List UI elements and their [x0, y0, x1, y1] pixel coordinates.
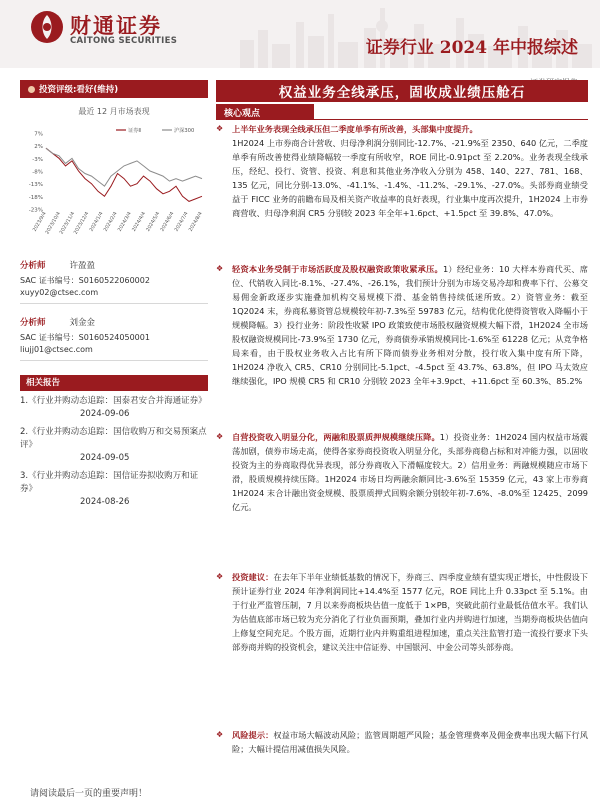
core-view-body: 权益市场大幅波动风险；监管周期超严风险；基金管理费率及佣金费率出现大幅下行风险；大幅计提信用减值损失风险。 [232, 730, 588, 754]
diamond-bullet-icon: ❖ [216, 572, 224, 581]
related-report-item[interactable] [20, 470, 208, 509]
section-divider [216, 119, 588, 120]
analyst-block-2 [20, 304, 208, 361]
y-tick-label: -13% [28, 182, 43, 189]
logo-english: CAITONG SECURITIES [70, 36, 178, 46]
related-report-title: 3.《行业并购动态追踪：国信证券拟收购万和证券》 [20, 471, 199, 494]
core-view-2 [232, 262, 588, 388]
y-tick-label: 2% [34, 144, 43, 151]
diamond-bullet-icon: ❖ [216, 730, 224, 739]
y-tick-label: -23% [28, 207, 43, 214]
analyst-name: 刘金金 [69, 318, 96, 328]
related-report-date: 2024-09-06 [80, 409, 130, 419]
core-view-lead: 投资建议： [232, 572, 274, 582]
report-type-title: 证券行业 2024 年中报综述 [365, 38, 578, 58]
x-tick-label: 2024/8/4 [188, 211, 204, 233]
x-tick-label: 2023/10/4 [45, 211, 62, 236]
series-line-securities [46, 148, 202, 201]
related-report-date: 2024-09-05 [80, 453, 130, 463]
related-reports-list [20, 391, 208, 509]
analyst-role: 分析师 [20, 261, 46, 271]
analyst-name: 许盈盈 [69, 261, 96, 271]
core-view-lead: 风险提示： [232, 730, 274, 740]
y-tick-label: 7% [34, 131, 43, 138]
section-label-core-views: 核心观点 [216, 104, 314, 120]
core-view-lead: 轻资本业务受制于市场活跃度及股权融资政策收紧承压。 [232, 264, 443, 274]
analyst-email[interactable]: liujj01@ctsec.com [20, 345, 93, 354]
rating-bar [20, 80, 208, 98]
core-view-1 [232, 122, 588, 220]
related-report-title: 1.《行业并购动态追踪：国泰君安合并海通证券》 [20, 396, 207, 406]
page-header [0, 0, 600, 68]
market-chart [20, 125, 208, 247]
core-view-lead: 上半年业务表现全线承压但二季度单季有所改善，头部集中度提升。 [232, 124, 478, 134]
related-report-title: 2.《行业并购动态追踪：国信收购万和交易预案点评》 [20, 427, 207, 450]
y-tick-label: -18% [28, 194, 43, 201]
rating-text: 投资评级:看好(维持) [39, 85, 119, 95]
x-tick-label: 2024/4/4 [131, 211, 148, 233]
core-view-4 [232, 570, 588, 654]
analyst-cert: SAC 证书编号：S0160522060002 [20, 276, 150, 285]
related-report-item[interactable] [20, 426, 208, 465]
x-tick-label: 2024/7/4 [174, 211, 190, 233]
related-reports-header: 相关报告 [20, 375, 208, 391]
legend-label: 证券Ⅱ [128, 128, 141, 134]
diamond-bullet-icon: ❖ [216, 432, 224, 441]
market-chart-svg [20, 125, 208, 247]
core-view-3 [232, 430, 588, 514]
diamond-bullet-icon: ❖ [216, 264, 224, 273]
caitong-logo-icon [30, 10, 64, 44]
y-tick-label: -8% [32, 169, 43, 176]
related-report-item[interactable] [20, 395, 208, 421]
related-report-date: 2024-08-26 [80, 497, 130, 507]
rating-dot-icon [28, 86, 35, 93]
analyst-cert: SAC 证书编号：S0160524050001 [20, 333, 150, 342]
core-view-5 [232, 728, 588, 756]
chart-title: 最近 12 月市场表现 [78, 107, 150, 116]
report-main-title: 权益业务全线承压，固收成业绩压舱石 [216, 80, 588, 102]
x-tick-label: 2024/5/4 [146, 211, 162, 233]
diamond-bullet-icon: ❖ [216, 124, 224, 133]
core-view-body: 1）经纪业务：10 大样本券商代买、席位、代销收入同比-8.1%、-27.4%、-26.1%，我们预计分别为市场交易冷却和费率下行、公募交易佣金新政逐步实施叠加机构交易规模下滑、基金销售持续低迷所致。2）资管业务：截至 1Q2024 末，券商私募资管总规模较年初-7.3%至 59783 亿元，结构优化使得资管收入降幅小于规模降幅。3）投行业务：阶段性收紧 IPO 政策致使市场股权融资规模大幅下滑，1H2024 全市场股权融资规模同比-73.9%至 1730 亿元，券商债券承销规模同比-1.6%至 61228 亿元；从竞争格局来看，由于股权业务收入占比有所下降而债券业务相对分散，投行收入集中度有所下降，1H2024 净收入 CR5、CR10 分别同比-5.1pct、-4.5pct 至 43.7%、63.8%，但 IPO 马太效应继续强化，IPO 规模 CR5 和 CR10 分别较 2023 全年+3.9pct、+11.6pct 至 60.3%、85.2% [232, 264, 588, 386]
core-view-body: 1）投资业务：1H2024 国内权益市场震荡加剧，债券市场走高，使得各家券商投资收入明显分化，头部券商稳占标和对冲能力强，以固收投资为主的券商取得优异表现，部分券商收入下滑幅度较大。2）信用业务：两融规模随应市场下滑，股质规模持续压降。1H2024 市场日均两融余额同比-3.6%至 15359 亿元，43 家上市券商 1H2024 末合计融出资金规模、股票质押式回购余额分别较年初-7.6%、-8.0%至 12425、2099 亿元。 [232, 432, 588, 512]
core-view-body: 1H2024 上市券商合计营收、归母净利润分别同比-12.7%、-21.9%至 2350、640 亿元，二季度单季有所改善使得业绩降幅较一季度有所收窄，ROE 同比-0.91pct 至 2.20%。业务表现全线承压，经纪、投行、资管、投资、利息和其他业务净收入分别为 458、140、227、781、168、135 亿元，同比分别-13.0%、-41.1%、-1.4%、-11.2%、-29.1%、-27.0%。头部券商业绩受益于 FICC 业务的前瞻布局及相关资产收益率的良好表现，行业集中度再次提升，1H2024 上市券商营收、归母净利润 CR5 分别较 2023 年全年+1.6pct、+1.5pct 至 39.8%、47.0%。 [232, 138, 588, 218]
legend-label: 沪深300 [174, 128, 195, 134]
x-tick-label: 2023/12/4 [73, 211, 91, 236]
x-tick-label: 2024/3/4 [117, 211, 133, 233]
core-view-lead: 自营投资收入明显分化，两融和股票质押规模继续压降。 [232, 432, 440, 442]
y-tick-label: -3% [32, 156, 43, 163]
core-view-body: 在去年下半年业绩低基数的情况下，券商三、四季度业绩有望实现正增长，中性假设下预计证券行业 2024 年净利润同比+14.4%至 1577 亿元，ROE 同比上升 0.33pct 至 5.1%。由于行业严监管压制，7 月以来券商板块估值一度低于 1×PB，突破此前行业最低估值水平。我们认为估值底部市场已较为充分消化了行业负面预期，叠加行业内并购进行加速，当期券商板块估值向上修复空间充足。个股方面，近期行业内并购重组进程加速，重点关注监管打造一流投行要求下头部券商并购的投资机会，建议关注中信证券、中国银河、中金公司等头部券商。 [232, 572, 588, 652]
x-tick-label: 2023/9/4 [32, 211, 48, 233]
logo-chinese: 财通证券 [70, 13, 162, 38]
x-tick-label: 2024/2/4 [103, 211, 119, 233]
x-tick-label: 2023/11/4 [59, 211, 77, 236]
x-tick-label: 2024/6/4 [160, 211, 176, 233]
analyst-block-1 [20, 247, 208, 304]
x-tick-label: 2024/1/4 [89, 211, 105, 233]
analyst-role: 分析师 [20, 318, 46, 328]
analyst-email[interactable]: xuyy02@ctsec.com [20, 288, 99, 297]
series-line-hs300 [46, 148, 202, 186]
left-sidebar [20, 80, 208, 514]
footer-disclaimer: 请阅读最后一页的重要声明！ [30, 789, 148, 799]
